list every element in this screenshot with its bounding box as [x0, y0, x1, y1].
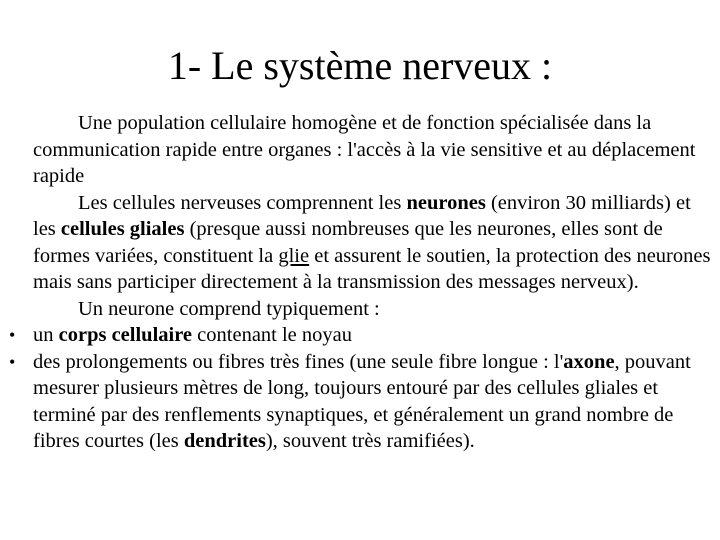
bullet-item-corps	[9, 322, 714, 349]
bullet2-text-3: ), souvent très ramifiées).	[265, 430, 475, 452]
slide-title: 1- Le système nerveux :	[167, 43, 553, 88]
neuron-intro-paragraph	[33, 296, 714, 323]
term-dendrites: dendrites	[183, 430, 266, 452]
intro-paragraph	[33, 110, 714, 190]
bullet1-text-2: contenant le noyau	[192, 324, 353, 346]
cells-paragraph	[33, 190, 714, 296]
bullet2-text-2: , pouvant mesurer plusieurs mètres de long, toujours entouré par des cellules gliales et terminé par des renflements synaptiques, et généralement un grand nombre de fibres courtes (les	[33, 350, 691, 452]
term-neurones: neurones	[406, 191, 486, 214]
cells-text-3: (presque aussi nombreuses que les neurones, elles sont de formes variées, constituent la	[33, 218, 663, 267]
bullet2-text-1: des prolongements ou fibres très fines (une seule fibre longue : l'	[33, 350, 564, 373]
bullet-item-prolongements	[9, 349, 714, 455]
slide-body	[9, 110, 714, 455]
term-axone: axone	[563, 350, 615, 373]
term-glie: glie	[278, 244, 310, 267]
bullet-icon: •	[9, 325, 16, 345]
bullet-icon: •	[9, 351, 16, 372]
cells-text-4: et assurent le soutien, la protection des neurones mais sans participer directement à la transmission des messages nerveux).	[33, 244, 711, 293]
cells-text-1: Les cellules nerveuses comprennent les	[78, 191, 407, 214]
neuron-intro-text: Un neurone comprend typiquement :	[78, 297, 380, 320]
term-cellules-gliales: cellules gliales	[60, 218, 185, 240]
term-corps-cellulaire: corps cellulaire	[58, 324, 193, 346]
intro-text: Une population cellulaire homogène et de fonction spécialisée dans la communication rapide entre organes : l'accès à la vie sensitive et au déplacement rapide	[33, 112, 696, 187]
bullet1-text-1: un	[33, 324, 59, 346]
cells-text-2: (environ 30 milliards) et les	[33, 191, 691, 240]
